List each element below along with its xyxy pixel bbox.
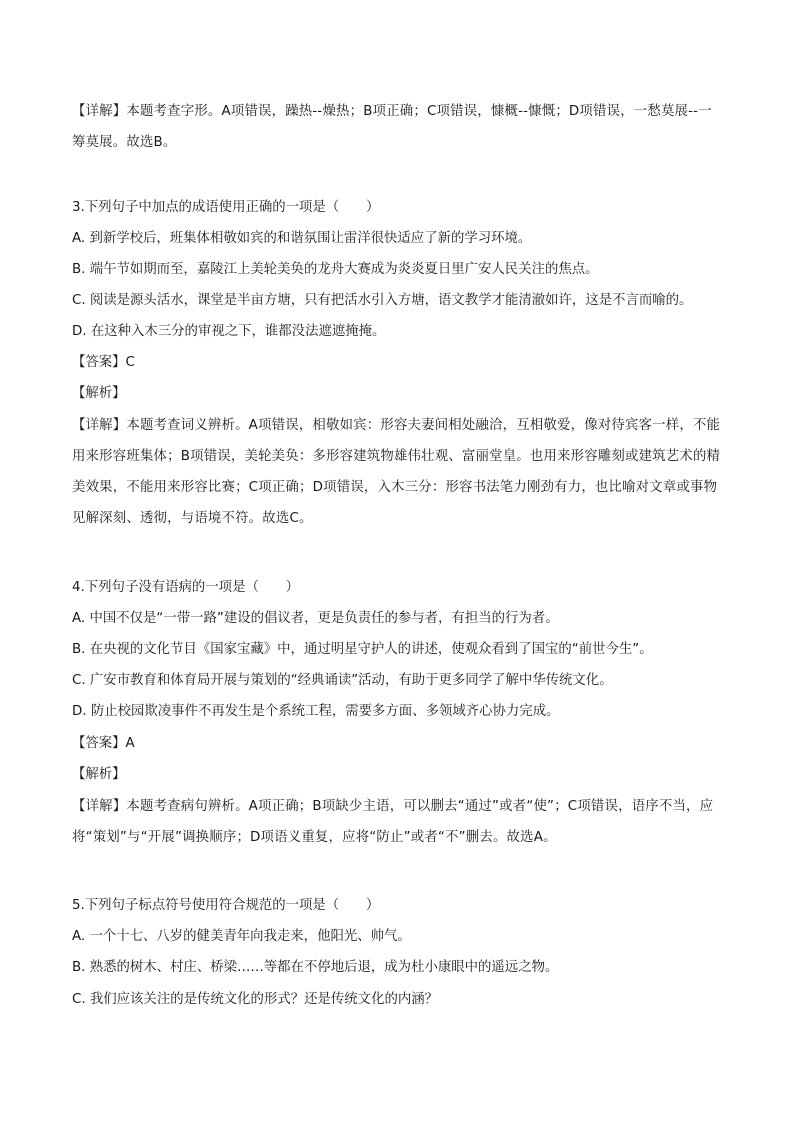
q5-option-a: A. 一个十七、八岁的健美青年向我走来，他阳光、帅气。 — [72, 929, 411, 944]
q5-option-c: C. 我们应该关注的是传统文化的形式？还是传统文化的内涵？ — [72, 992, 439, 1007]
q4-option-c: C. 广安市教育和体育局开展与策划的“经典诵读”活动，有助于更多同学了解中华传统文化。 — [72, 673, 613, 688]
q3-option-a: A. 到新学校后，班集体相敬如宾的和谐氛围让雷洋很快适应了新的学习环境。 — [72, 231, 532, 246]
q3-option-b: B. 端午节如期而至，嘉陵江上美轮美奂的龙舟大赛成为炎炎夏日里广安人民关注的焦点。 — [72, 262, 599, 277]
q5-stem: 5.下列句子标点符号使用符合规范的一项是（ ） — [72, 898, 380, 913]
q2-detail: 【详解】本题考查字形。A项错误，躁热--燥热；B项正确；C项错误，慷概--慷慨；D项错误，一愁莫展--一筹莫展。故选B。 — [72, 104, 712, 150]
q3-stem: 3.下列句子中加点的成语使用正确的一项是（ ） — [72, 200, 380, 215]
q4-stem: 4.下列句子没有语病的一项是（ ） — [72, 580, 300, 595]
q4-option-d: D. 防止校园欺凌事件不再发生是个系统工程，需要多方面、多领域齐心协力完成。 — [72, 704, 560, 719]
q3-detail: 【详解】本题考查词义辨析。A项错误，相敬如宾：形容夫妻间相处融洽，互相敬爱，像对待宾客一样，不能用来形容班集体；B项错误，美轮美奂：多形容建筑物雄伟壮观、富丽堂皇。也用来形容雕刻或建筑艺术的精美效果，不能用来形容比赛；C项正确；D项错误，入木三分：形容书法笔力刚劲有力，也比喻对文章或事物见解深刻、透彻，与语境不符。故选C。 — [72, 418, 721, 526]
q4-option-b: B. 在央视的文化节目《国家宝藏》中，通过明星守护人的讲述，使观众看到了国宝的“前世今生”。 — [72, 642, 653, 657]
q3-analysis-label: 【解析】 — [72, 386, 126, 401]
q4-answer: 【答案】A — [72, 736, 135, 751]
q4-detail: 【详解】本题考查病句辨析。A项正确；B项缺少主语，可以删去“通过”或者“使”；C项错误，语序不当，应将“策划”与“开展”调换顺序；D项语义重复，应将“防止”或者“不”删去。故选A。 — [72, 799, 714, 845]
q3-option-c: C. 阅读是源头活水，课堂是半亩方塘，只有把活水引入方塘，语文教学才能清澈如许，这是不言而喻的。 — [72, 293, 693, 308]
q5-option-b: B. 熟悉的树木、村庄、桥梁……等都在不停地后退，成为杜小康眼中的遥远之物。 — [72, 960, 559, 975]
q3-option-d: D. 在这种入木三分的审视之下，谁都没法遮遮掩掩。 — [72, 324, 386, 339]
q4-analysis-label: 【解析】 — [72, 767, 126, 782]
q3-answer: 【答案】C — [72, 355, 135, 370]
q4-option-a: A. 中国不仅是“一带一路”建设的倡议者，更是负责任的参与者，有担当的行为者。 — [72, 611, 559, 626]
